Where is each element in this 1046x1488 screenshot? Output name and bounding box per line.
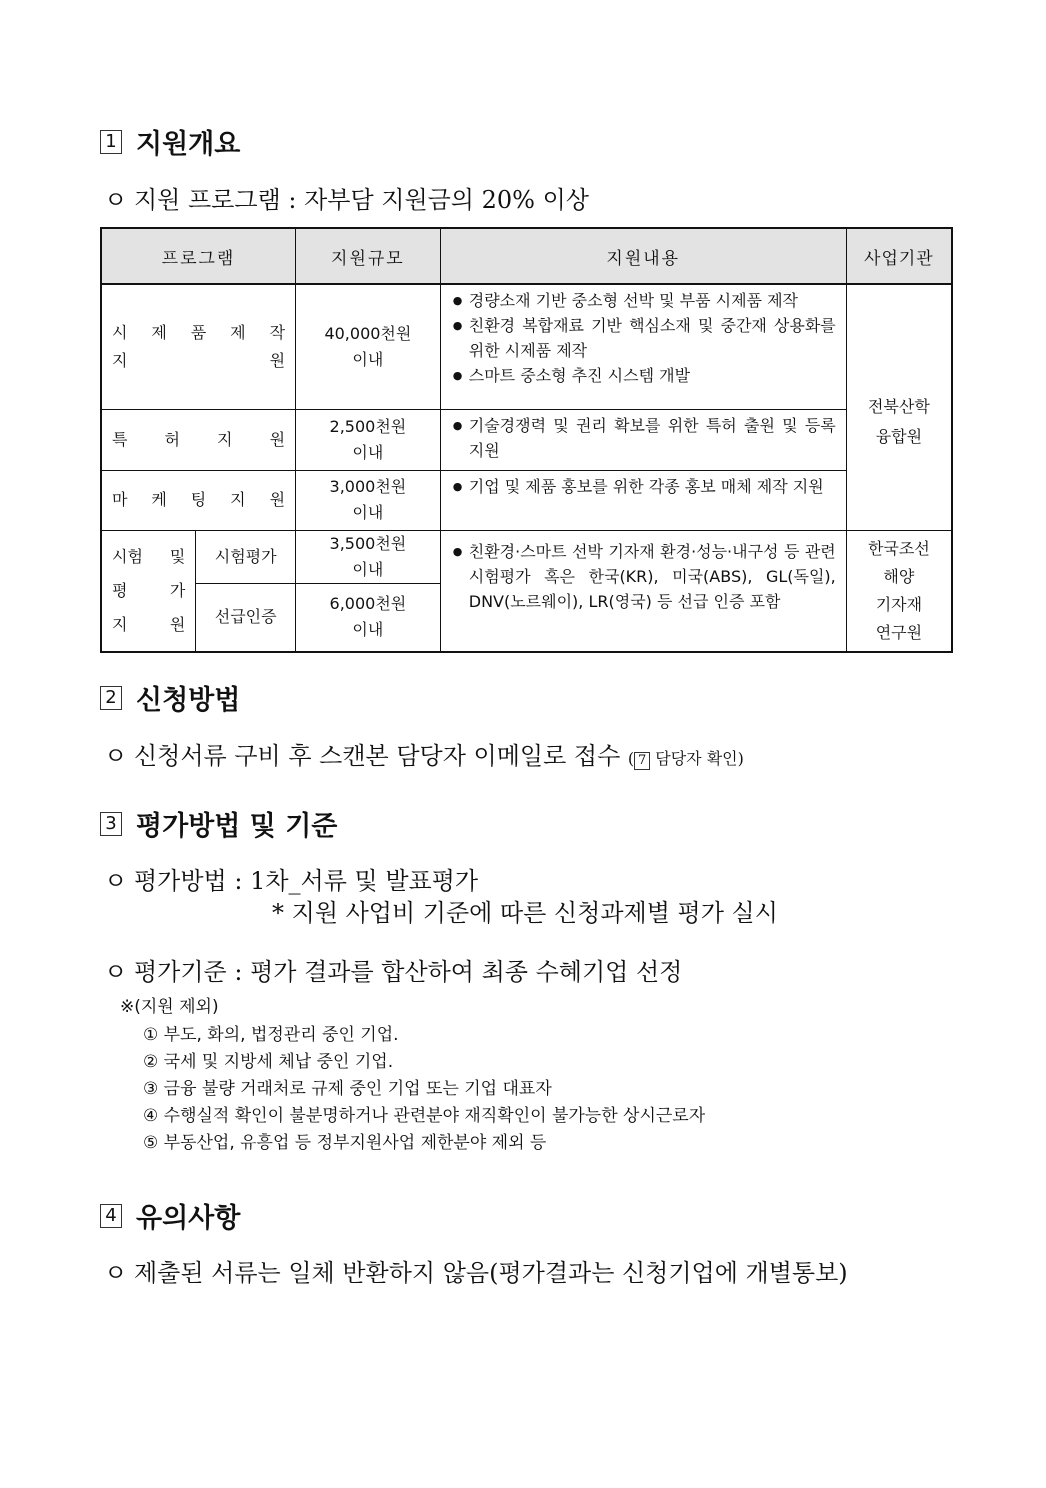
agency-line: 연구원 <box>875 622 923 642</box>
apply-note <box>628 749 744 768</box>
header-content: 지원내용 <box>440 228 846 284</box>
list-item: ④ 수행실적 확인이 불분명하거나 관련분야 재직확인이 불가능한 상시근로자 <box>143 1106 706 1126</box>
scale-unit: 이내 <box>352 620 384 640</box>
bullet-icon: ㅇ <box>104 867 128 895</box>
scale-value: 3,000천원 <box>329 477 407 496</box>
sub-program-certification: 선급인증 <box>196 583 296 651</box>
section-2-label: 신청방법 <box>136 685 241 716</box>
scale-marketing <box>296 470 441 530</box>
scale-value: 6,000천원 <box>329 594 407 614</box>
header-agency: 사업기관 <box>846 228 952 284</box>
prototype-name-line1: 시 제 품 제 작 <box>112 322 286 342</box>
program-name-patent: 특 허 지 원 <box>101 409 296 470</box>
note-text: 담당자 확인) <box>650 749 744 768</box>
eval-method-sub: * 지원 사업비 기준에 따른 신청과제별 평가 실시 <box>272 899 778 927</box>
note-paren: ( <box>627 749 635 768</box>
agency-komeri <box>846 530 952 652</box>
section-1-label: 지원개요 <box>136 129 241 160</box>
table-row <box>101 284 952 409</box>
header-program: 프로그램 <box>101 228 296 284</box>
eval-method-text: 평가방법 : 1차_서류 및 발표평가 <box>134 867 479 895</box>
scale-value: 3,500천원 <box>329 533 407 553</box>
section-1-number: 1 <box>100 130 122 154</box>
section-3-title <box>100 804 337 843</box>
agency-line: 기자재 <box>875 594 923 614</box>
list-item: ② 국세 및 지방세 체납 중인 기업. <box>143 1052 394 1072</box>
table-row <box>101 530 952 583</box>
bullet-icon: ㅇ <box>104 742 128 770</box>
agency-line: 해양 <box>883 566 915 586</box>
section-3-label: 평가방법 및 기준 <box>136 811 338 842</box>
table-row <box>101 409 952 470</box>
agency-line: 한국조선 <box>867 538 930 558</box>
section-3-number: 3 <box>100 812 122 836</box>
section-2-title <box>100 678 240 717</box>
sub-program-evaluation: 시험평가 <box>196 530 296 583</box>
header-scale: 지원규모 <box>296 228 441 284</box>
overview-line <box>104 180 589 215</box>
scale-evaluation <box>296 530 441 583</box>
testing-name-line: 지 원 <box>112 614 186 634</box>
table-header-row <box>101 228 952 284</box>
bullet-icon: ㅇ <box>104 186 128 214</box>
prototype-name-left: 지 <box>112 350 128 370</box>
list-item: ● 친환경 복합재료 기반 핵심소재 및 중간재 상용화를 위한 시제품 제작 <box>453 313 836 363</box>
section-4-title <box>100 1196 240 1235</box>
scale-unit: 이내 <box>352 442 384 462</box>
agency-line: 융합원 <box>875 427 923 447</box>
testing-name-line: 평 가 <box>112 580 186 600</box>
apply-line <box>104 736 744 771</box>
prototype-name-right: 원 <box>269 350 286 370</box>
program-table <box>100 227 953 653</box>
scale-prototype <box>296 284 441 409</box>
program-name-marketing: 마 케 팅 지 원 <box>101 470 296 530</box>
overview-text: 지원 프로그램 : 자부담 지원금의 20% 이상 <box>134 186 589 214</box>
list-item: ⑤ 부동산업, 유흥업 등 정부지원사업 제한분야 제외 등 <box>143 1133 547 1153</box>
program-name-testing <box>101 530 196 652</box>
program-name-prototype <box>101 284 296 409</box>
bullet-icon: ㅇ <box>104 1259 128 1287</box>
list-item: ● 기업 및 제품 홍보를 위한 각종 홍보 매체 제작 지원 <box>453 474 836 499</box>
bullet-icon: ㅇ <box>104 958 128 986</box>
content-marketing <box>440 470 846 530</box>
scale-certification <box>296 583 441 651</box>
list-item: ● 친환경·스마트 선박 기자재 환경·성능·내구성 등 관련 시험평가 혹은 한국(KR), 미국(ABS), GL(독일), DNV(노르웨이), LR(영국) 등 선급 인증 포함 <box>453 539 836 614</box>
scale-unit: 이내 <box>352 559 384 579</box>
agency-jeonbuk <box>846 284 952 530</box>
eval-criteria-text: 평가기준 : 평가 결과를 합산하여 최종 수혜기업 선정 <box>134 958 683 986</box>
exclusion-title: ※(지원 제외) <box>120 997 219 1017</box>
content-patent <box>440 409 846 470</box>
content-prototype <box>440 284 846 409</box>
section-4-number: 4 <box>100 1204 122 1228</box>
contact-box-icon: 7 <box>634 752 650 770</box>
list-item: ● 경량소재 기반 중소형 선박 및 부품 시제품 제작 <box>453 288 836 313</box>
scale-unit: 이내 <box>352 503 384 522</box>
scale-patent <box>296 409 441 470</box>
section-4-label: 유의사항 <box>136 1203 241 1234</box>
list-item: ● 기술경쟁력 및 권리 확보를 위한 특허 출원 및 등록 지원 <box>453 413 836 463</box>
list-item: ● 스마트 중소형 추진 시스템 개발 <box>453 363 836 388</box>
section-1-title <box>100 122 240 161</box>
list-item: ① 부도, 화의, 법정관리 중인 기업. <box>143 1025 399 1045</box>
list-item: ③ 금융 불량 거래처로 규제 중인 기업 또는 기업 대표자 <box>143 1079 552 1099</box>
notice-text: 제출된 서류는 일체 반환하지 않음(평가결과는 신청기업에 개별통보) <box>134 1259 848 1287</box>
testing-name-line: 시험 및 <box>112 546 186 566</box>
table-row <box>101 470 952 530</box>
content-testing <box>440 530 846 652</box>
eval-criteria-line <box>104 952 682 987</box>
eval-method-line <box>104 861 478 896</box>
notice-line <box>104 1253 848 1288</box>
agency-line: 전북산학 <box>867 397 930 417</box>
apply-text: 신청서류 구비 후 스캔본 담당자 이메일로 접수 <box>134 742 621 770</box>
scale-unit: 이내 <box>352 349 384 369</box>
scale-value: 40,000천원 <box>324 323 412 343</box>
section-2-number: 2 <box>100 686 122 710</box>
scale-value: 2,500천원 <box>329 416 407 436</box>
